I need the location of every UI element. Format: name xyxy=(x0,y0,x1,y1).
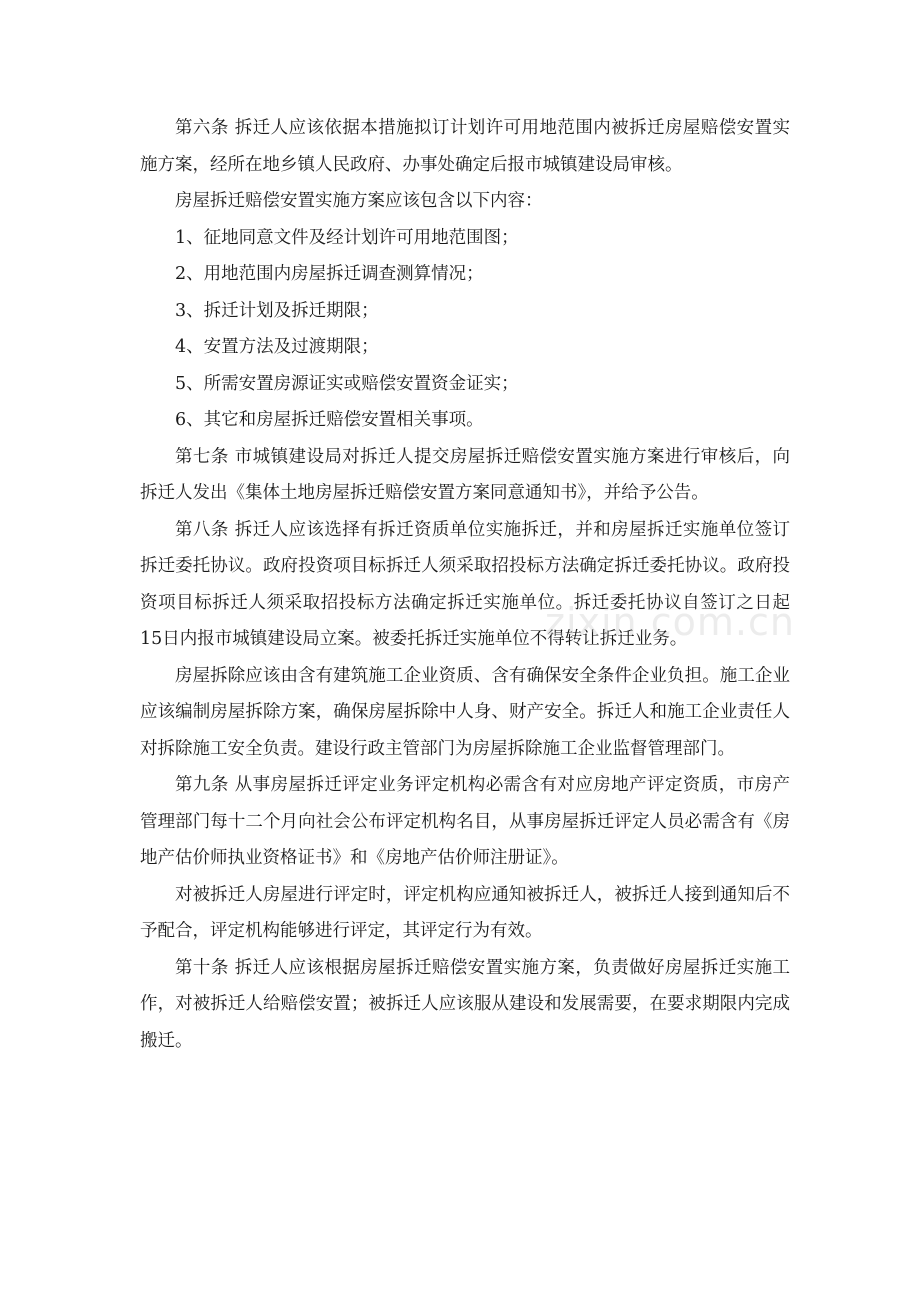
list-item-4: 4、安置方法及过渡期限； xyxy=(175,337,379,357)
paragraph-article-8: 第八条 拆迁人应该选择有拆迁资质单位实施拆迁，并和房屋拆迁实施单位签订拆迁委托协议。政府投资项目标拆迁人须采取招投标方法确定拆迁委托协议。政府投资项目标拆迁人须采取招投标方法确定拆迁实施单位。拆迁委托协议自签订之日起15日内报市城镇建设局立案。被委托拆迁实施单位不得转让拆迁业务。 xyxy=(140,519,790,649)
document-body xyxy=(140,110,790,1059)
list-item-3: 3、拆迁计划及拆迁期限； xyxy=(175,300,379,321)
list-item-2: 2、用地范围内房屋拆迁调查测算情况； xyxy=(175,264,484,284)
watermark: zixin.com.cn xyxy=(545,600,795,644)
paragraph-demolition-safety: 房屋拆除应该由含有建筑施工企业资质、含有确保安全条件企业负担。施工企业应该编制房屋拆除方案，确保房屋拆除中人身、财产安全。拆迁人和施工企业责任人对拆除施工安全负责。建设行政主管部门为房屋拆除施工企业监督管理部门。 xyxy=(140,665,790,759)
paragraph-article-6: 第六条 拆迁人应该依据本措施拟订计划许可用地范围内被拆迁房屋赔偿安置实施方案，经所在地乡镇人民政府、办事处确定后报市城镇建设局审核。 xyxy=(140,118,790,175)
paragraph-appraisal-notice: 对被拆迁人房屋进行评定时，评定机构应通知被拆迁人，被拆迁人接到通知后不予配合，评定机构能够进行评定，其评定行为有效。 xyxy=(140,884,790,941)
list-item-5: 5、所需安置房源证实或赔偿安置资金证实； xyxy=(175,373,519,394)
list-item-6: 6、其它和房屋拆迁赔偿安置相关事项。 xyxy=(175,410,484,430)
paragraph-plan-contents-intro: 房屋拆迁赔偿安置实施方案应该包含以下内容： xyxy=(175,191,543,211)
paragraph-article-9: 第九条 从事房屋拆迁评定业务评定机构必需含有对应房地产评定资质，市房产管理部门每十二个月向社会公布评定机构名目，从事房屋拆迁评定人员必需含有《房地产估价师执业资格证书》和《房地产估价师注册证》。 xyxy=(140,775,790,868)
list-item-1: 1、征地同意文件及经计划许可用地范围图； xyxy=(175,227,519,248)
paragraph-article-7: 第七条 市城镇建设局对拆迁人提交房屋拆迁赔偿安置实施方案进行审核后，向拆迁人发出《集体土地房屋拆迁赔偿安置方案同意通知书》，并给予公告。 xyxy=(140,446,790,503)
paragraph-article-10: 第十条 拆迁人应该根据房屋拆迁赔偿安置实施方案，负责做好房屋拆迁实施工作，对被拆迁人给赔偿安置；被拆迁人应该服从建设和发展需要，在要求期限内完成搬迁。 xyxy=(140,957,790,1051)
